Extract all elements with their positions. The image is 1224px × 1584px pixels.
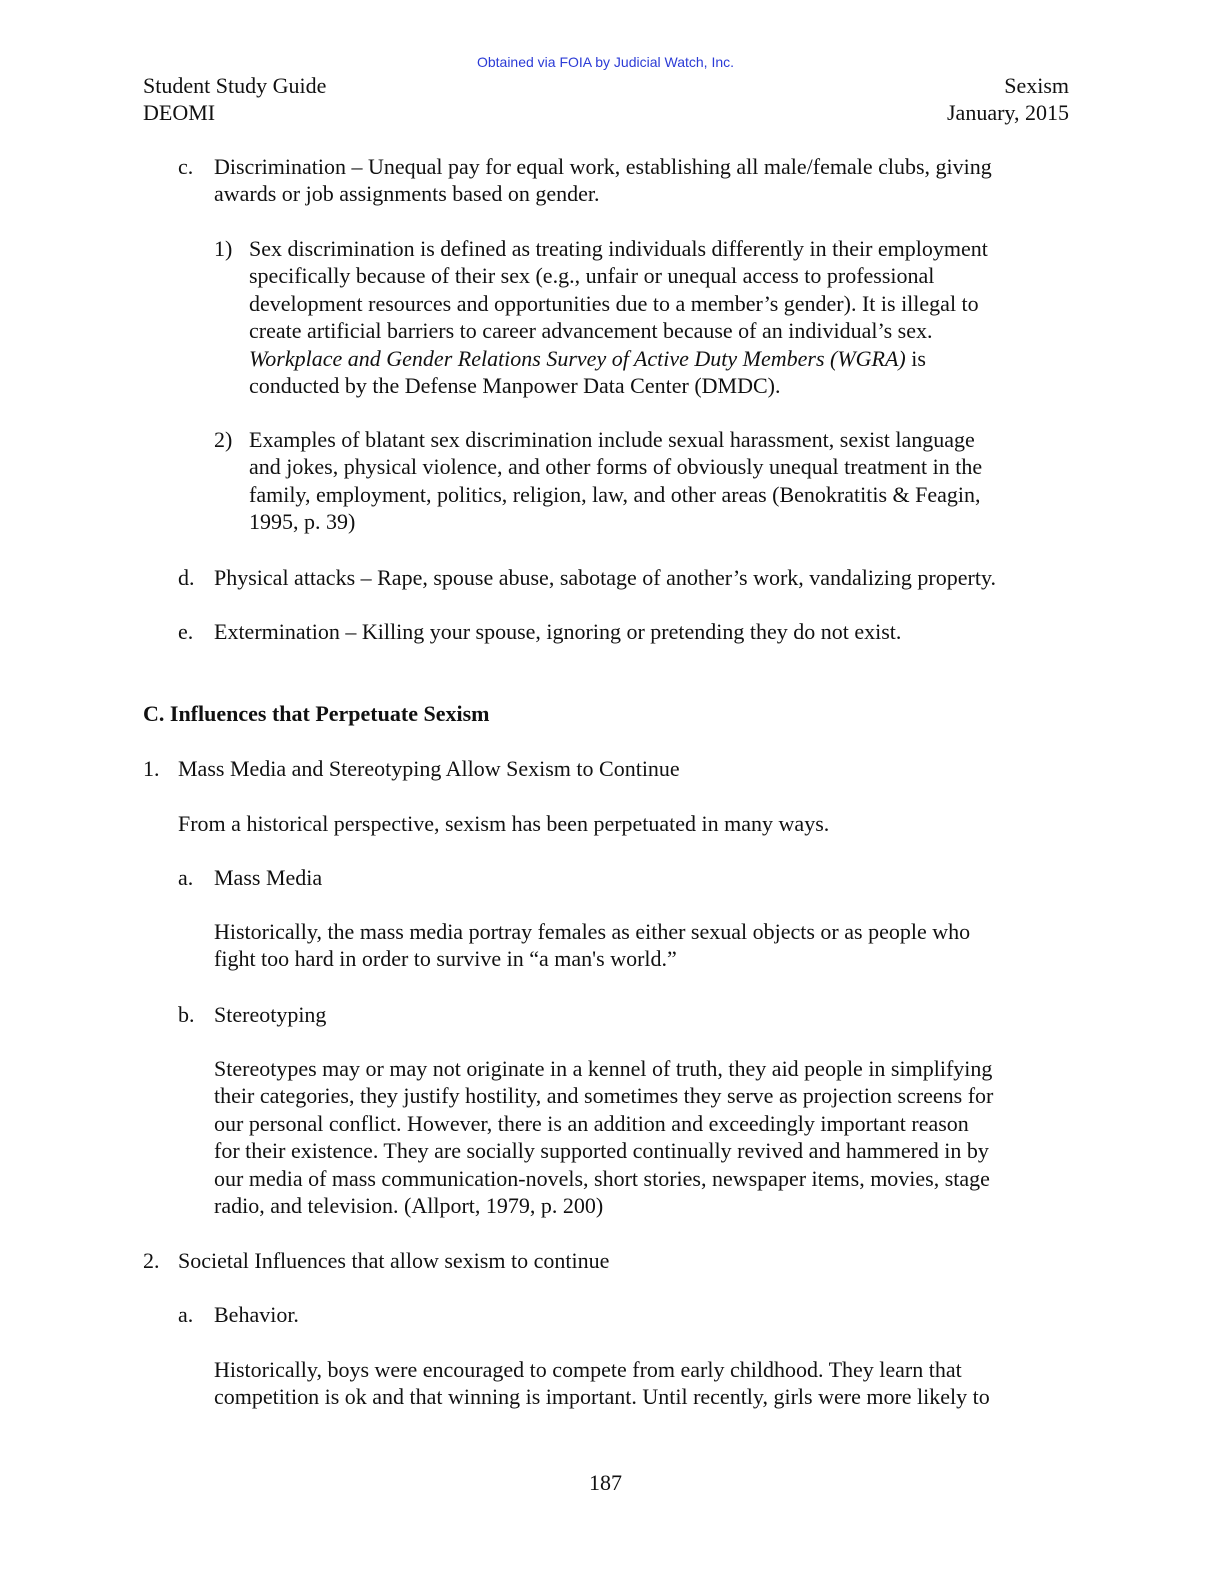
item-c1-survey-line [249,345,988,372]
item-1b-title: Stereotyping [214,1002,327,1027]
item-1b-line: Stereotypes may or may not originate in a kennel of truth, they aid people in simplifying [214,1056,993,1081]
item-c1-line: create artificial barriers to career advancement because of an individual’s sex. [249,318,933,344]
item-1b-text [214,1055,993,1219]
item-2a-title: Behavior. [214,1302,299,1327]
item-e-marker: e. [178,619,194,644]
page-number: 187 [589,1470,622,1495]
header-organization: DEOMI [143,100,216,125]
item-c1-text [249,235,988,399]
item-c1-line: development resources and opportunities due to a member’s gender). It is illegal to [249,290,979,316]
item-e-text: Extermination – Killing your spouse, ignoring or pretending they do not exist. [214,619,902,644]
item-c-marker: c. [178,154,194,179]
item-2a-marker: a. [178,1302,194,1327]
item-c2-line: family, employment, politics, religion, law, and other areas (Benokratitis & Feagin, [249,481,981,507]
item-1b-line: our media of mass communication-novels, short stories, newspaper items, movies, stage [214,1165,990,1191]
survey-title: Workplace and Gender Relations Survey of Active Duty Members (WGRA) [249,345,906,371]
item-1b-line: their categories, they justify hostility, and sometimes they serve as projection screens for [214,1083,994,1109]
survey-title-suffix: is [905,345,926,371]
item-c2-text [249,426,982,536]
item-c1-marker: 1) [214,236,233,261]
item-1b-line: for their existence. They are socially supported continually revived and hammered in by [214,1138,989,1164]
item-2a-line: competition is ok and that winning is important. Until recently, girls were more likely to [214,1384,990,1410]
item-d-text: Physical attacks – Rape, spouse abuse, sabotage of another’s work, vandalizing property. [214,565,997,590]
item-1b-line: our personal conflict. However, there is an addition and exceedingly important reason [214,1110,969,1136]
item-2-title: Societal Influences that allow sexism to continue [178,1248,610,1273]
item-1a-line: fight too hard in order to survive in “a man's world.” [214,946,677,972]
item-c1-line: conducted by the Defense Manpower Data Center (DMDC). [249,373,781,399]
item-1a-title: Mass Media [214,865,323,890]
item-2a-text [214,1356,990,1411]
item-c-line: Discrimination – Unequal pay for equal work, establishing all male/female clubs, giving [214,154,992,179]
item-1b-line: radio, and television. (Allport, 1979, p. 200) [214,1193,604,1219]
item-c-line: awards or job assignments based on gender. [214,181,600,207]
item-2a-line: Historically, boys were encouraged to compete from early childhood. They learn that [214,1357,962,1382]
item-c1-line: specifically because of their sex (e.g., unfair or unequal access to professional [249,263,935,289]
item-1-title: Mass Media and Stereotyping Allow Sexism to Continue [178,756,680,781]
item-1a-text [214,918,970,973]
item-1a-marker: a. [178,865,194,890]
header-topic: Sexism [1004,73,1069,98]
item-2-marker: 2. [143,1248,160,1273]
item-c2-line: 1995, p. 39) [249,509,356,535]
item-c2-line: Examples of blatant sex discrimination include sexual harassment, sexist language [249,427,975,452]
item-1b-marker: b. [178,1002,195,1027]
header-guide-title: Student Study Guide [143,73,327,98]
item-1a-line: Historically, the mass media portray females as either sexual objects or as people who [214,919,971,944]
item-1-marker: 1. [143,756,160,781]
item-c-text [214,153,992,208]
item-c2-line: and jokes, physical violence, and other forms of obviously unequal treatment in the [249,454,983,480]
item-1-intro: From a historical perspective, sexism has been perpetuated in many ways. [178,811,830,836]
foia-watermark: Obtained via FOIA by Judicial Watch, Inc. [476,54,735,70]
section-c-heading: C. Influences that Perpetuate Sexism [143,701,490,726]
item-d-marker: d. [178,565,195,590]
item-c1-line: Sex discrimination is defined as treating individuals differently in their employment [249,236,988,261]
header-date: January, 2015 [947,100,1069,125]
item-c2-marker: 2) [214,427,233,452]
